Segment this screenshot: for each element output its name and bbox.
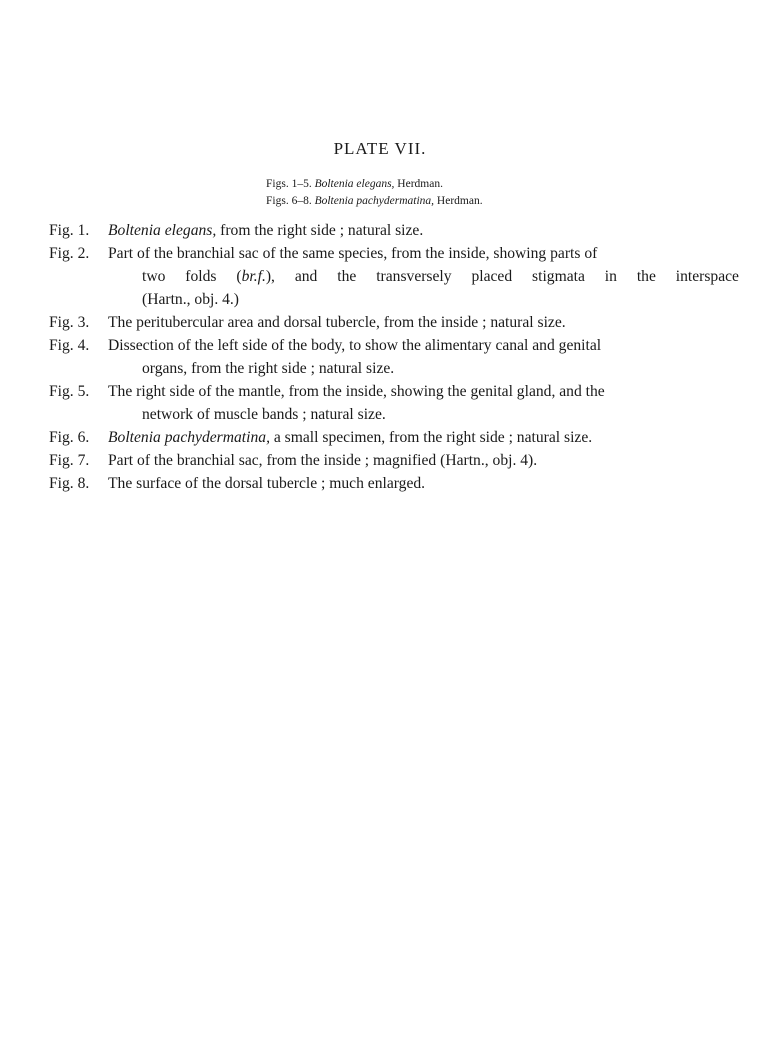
figure-caption — [108, 334, 739, 380]
caption-text: The peritubercular area and dorsal tubercle, from the inside ; natural size. — [108, 314, 566, 331]
figure-number: Fig. 7. — [49, 452, 90, 469]
figure-legend-item — [49, 219, 739, 242]
figure-caption — [108, 311, 739, 334]
caption-continuation: organs, from the right side ; natural size. — [142, 360, 395, 377]
caption-text: The right side of the mantle, from the inside, showing the genital gland, and the — [108, 383, 605, 400]
species-credit-author: Herdman. — [436, 195, 483, 207]
species-credit-name: Boltenia elegans, — [314, 178, 395, 190]
caption-text: from the right side ; natural size. — [216, 222, 424, 239]
caption-text: Part of the branchial sac, from the inside ; magnified (Hartn., obj. 4). — [108, 452, 538, 469]
species-credit-name: Boltenia pachydermatina, — [314, 195, 435, 207]
figure-number: Fig. 3. — [49, 314, 90, 331]
caption-text: Part of the branchial sac of the same species, from the inside, showing parts of — [108, 245, 598, 262]
figure-legend-item — [49, 380, 739, 426]
species-credit-figs: Figs. 1–5. — [266, 178, 312, 190]
structure-abbreviation: br.f. — [241, 268, 266, 285]
figure-caption — [108, 472, 739, 495]
figure-number: Fig. 5. — [49, 383, 90, 400]
caption-continuation: two folds (br.f.), and the transversely placed stigmata in the interspace — [142, 268, 739, 285]
species-credit-author: Herdman. — [397, 178, 443, 190]
caption-continuation: network of muscle bands ; natural size. — [142, 406, 386, 423]
figure-legend-item — [49, 334, 739, 380]
figure-number: Fig. 6. — [49, 429, 90, 446]
caption-continuation: (Hartn., obj. 4.) — [142, 291, 240, 308]
figure-number: Fig. 4. — [49, 337, 90, 354]
caption-text: The surface of the dorsal tubercle ; much enlarged. — [108, 475, 426, 492]
figure-caption — [108, 219, 739, 242]
figure-number: Fig. 2. — [49, 245, 90, 262]
species-credit-figs: Figs. 6–8. — [266, 195, 312, 207]
figure-caption — [108, 426, 739, 449]
figure-legend-item — [49, 242, 739, 311]
figure-legend-item — [49, 311, 739, 334]
figure-legend-item — [49, 472, 739, 495]
caption-text: Dissection of the left side of the body, to show the alimentary canal and genital — [108, 337, 602, 354]
species-name: Boltenia elegans, — [108, 222, 217, 239]
figure-caption — [108, 380, 739, 426]
species-credit-line — [266, 195, 483, 207]
plate-title: PLATE VII. — [333, 139, 427, 158]
figure-number: Fig. 1. — [49, 222, 90, 239]
figure-legend-item — [49, 449, 739, 472]
species-name: Boltenia pachydermatina, — [108, 429, 270, 446]
figure-caption — [108, 449, 739, 472]
species-credit-line — [266, 178, 443, 190]
caption-text: a small specimen, from the right side ; natural size. — [269, 429, 593, 446]
figure-number: Fig. 8. — [49, 475, 90, 492]
figure-caption — [108, 242, 739, 311]
figure-legend-item — [49, 426, 739, 449]
figure-legend-list — [49, 219, 739, 495]
